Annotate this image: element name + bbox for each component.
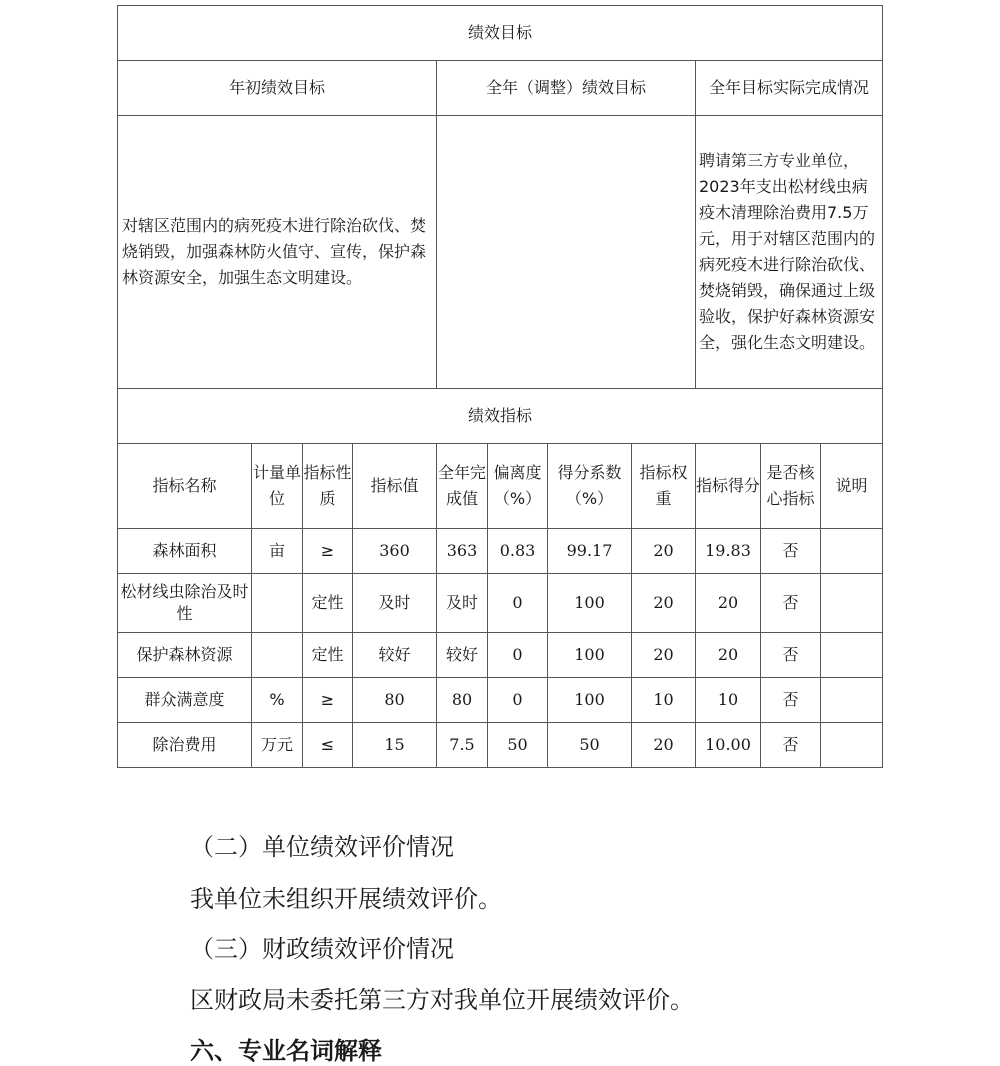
cell-coefficient: 100 xyxy=(548,574,632,633)
header-actual-value: 全年完成值 xyxy=(437,444,488,529)
header-core: 是否核心指标 xyxy=(761,444,821,529)
cell-core: 否 xyxy=(761,633,821,678)
cell-target: 80 xyxy=(353,678,437,723)
cell-unit: % xyxy=(252,678,303,723)
table-row xyxy=(118,723,883,768)
cell-deviation: 0.83 xyxy=(488,529,548,574)
cell-nature: ≤ xyxy=(303,723,353,768)
goal-adjusted xyxy=(437,116,696,389)
header-target-value: 指标值 xyxy=(353,444,437,529)
table-row xyxy=(118,529,883,574)
cell-name: 森林面积 xyxy=(118,529,252,574)
header-weight: 指标权重 xyxy=(632,444,696,529)
cell-name: 保护森林资源 xyxy=(118,633,252,678)
performance-table xyxy=(117,5,883,768)
section-6-heading: 六、专业名词解释 xyxy=(190,1037,382,1065)
cell-target: 较好 xyxy=(353,633,437,678)
cell-core: 否 xyxy=(761,723,821,768)
cell-score: 10.00 xyxy=(696,723,761,768)
goal-header-adjusted: 全年（调整）绩效目标 xyxy=(437,61,696,116)
header-unit: 计量单位 xyxy=(252,444,303,529)
cell-core: 否 xyxy=(761,574,821,633)
cell-nature: ≥ xyxy=(303,678,353,723)
cell-score: 20 xyxy=(696,574,761,633)
table-row xyxy=(118,633,883,678)
cell-target: 及时 xyxy=(353,574,437,633)
cell-actual: 363 xyxy=(437,529,488,574)
table-row xyxy=(118,678,883,723)
cell-actual: 80 xyxy=(437,678,488,723)
cell-deviation: 0 xyxy=(488,574,548,633)
section-2-text: 我单位未组织开展绩效评价。 xyxy=(190,885,502,913)
goal-initial: 对辖区范围内的病死疫木进行除治砍伐、焚烧销毁，加强森林防火值守、宣传，保护森林资源安全，加强生态文明建设。 xyxy=(118,116,437,389)
cell-coefficient: 100 xyxy=(548,678,632,723)
cell-actual: 及时 xyxy=(437,574,488,633)
cell-note xyxy=(821,574,883,633)
section-3-text: 区财政局未委托第三方对我单位开展绩效评价。 xyxy=(190,986,694,1014)
cell-target: 360 xyxy=(353,529,437,574)
header-score-coefficient: 得分系数（%） xyxy=(548,444,632,529)
cell-name: 群众满意度 xyxy=(118,678,252,723)
cell-core: 否 xyxy=(761,678,821,723)
cell-target: 15 xyxy=(353,723,437,768)
cell-name: 除治费用 xyxy=(118,723,252,768)
cell-note xyxy=(821,529,883,574)
goal-actual: 聘请第三方专业单位，2023年支出松材线虫病疫木清理除治费用7.5万元，用于对辖区范围内的病死疫木进行除治砍伐、焚烧销毁，确保通过上级验收，保护好森林资源安全，强化生态文明建设。 xyxy=(696,116,883,389)
cell-coefficient: 99.17 xyxy=(548,529,632,574)
cell-nature: 定性 xyxy=(303,574,353,633)
cell-unit: 万元 xyxy=(252,723,303,768)
header-nature: 指标性质 xyxy=(303,444,353,529)
cell-nature: 定性 xyxy=(303,633,353,678)
cell-score: 10 xyxy=(696,678,761,723)
goal-header-initial: 年初绩效目标 xyxy=(118,61,437,116)
cell-coefficient: 100 xyxy=(548,633,632,678)
table-title: 绩效目标 xyxy=(118,6,883,61)
cell-unit xyxy=(252,574,303,633)
cell-weight: 20 xyxy=(632,633,696,678)
header-indicator-name: 指标名称 xyxy=(118,444,252,529)
cell-deviation: 0 xyxy=(488,633,548,678)
cell-weight: 10 xyxy=(632,678,696,723)
cell-weight: 20 xyxy=(632,723,696,768)
cell-weight: 20 xyxy=(632,574,696,633)
header-note: 说明 xyxy=(821,444,883,529)
cell-note xyxy=(821,678,883,723)
cell-nature: ≥ xyxy=(303,529,353,574)
cell-deviation: 0 xyxy=(488,678,548,723)
cell-name: 松材线虫除治及时性 xyxy=(118,574,252,633)
header-deviation: 偏离度（%） xyxy=(488,444,548,529)
cell-weight: 20 xyxy=(632,529,696,574)
section-2-heading: （二）单位绩效评价情况 xyxy=(190,833,454,861)
cell-coefficient: 50 xyxy=(548,723,632,768)
section-3-heading: （三）财政绩效评价情况 xyxy=(190,935,454,963)
cell-actual: 较好 xyxy=(437,633,488,678)
cell-actual: 7.5 xyxy=(437,723,488,768)
cell-score: 20 xyxy=(696,633,761,678)
cell-unit xyxy=(252,633,303,678)
cell-core: 否 xyxy=(761,529,821,574)
goal-header-actual: 全年目标实际完成情况 xyxy=(696,61,883,116)
cell-note xyxy=(821,633,883,678)
cell-deviation: 50 xyxy=(488,723,548,768)
indicator-title: 绩效指标 xyxy=(118,389,883,444)
cell-note xyxy=(821,723,883,768)
header-score: 指标得分 xyxy=(696,444,761,529)
cell-score: 19.83 xyxy=(696,529,761,574)
table-row xyxy=(118,574,883,633)
cell-unit: 亩 xyxy=(252,529,303,574)
